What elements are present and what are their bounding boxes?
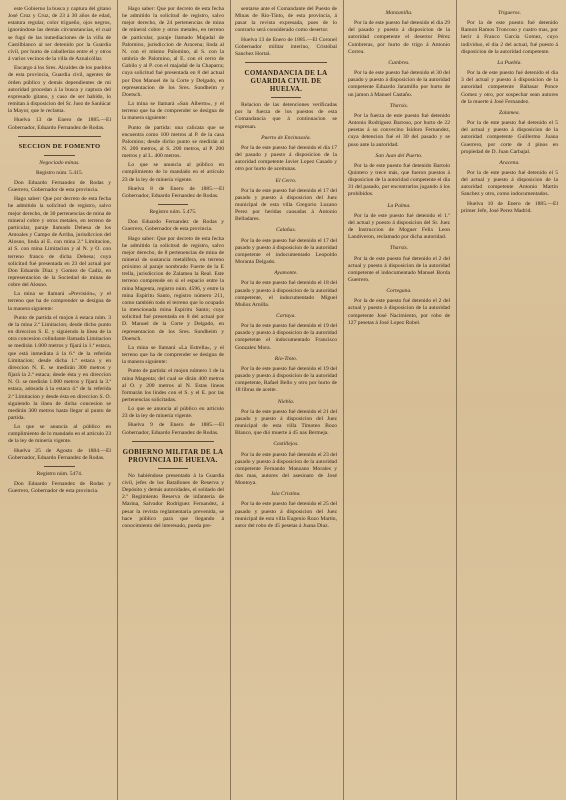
registry-number: Registro núm. 5.415. [35,169,84,176]
paragraph: Encargo á los Sres. Alcaldes de los pueblos de esta provincia, Guardia civil, agentes de órden público y demás dependientes de mi autoridad procedan á la busca y captura del expresado gitano, y caso de ser habido, lo remitan á disposicion del Sr. Juez de Sanlúcar la Mayor, que le reclama. [8,65,111,115]
place-heading: Cartaya. [276,313,296,319]
paragraph: Hago saber: Que por decreto de esta fecha he admitido la solicitud de registro, salvo mejor derecho, de 30 pertenencias de mina de mineral cobre y otros metales, en terreno de particular, paraje llamado Dehesa de los Amoales y Campo de Arriba, jurisdiccion del Alosno, linda al E. con mina 2.ª Limitacion, al S. con mina Limitacion y al N. y O. con terreno franco de dicha Dehesa; cuya solicitud fué presentada en 23 del actual por Don Eduardo Diaz y Gomez de Cadiz, en representacion de la Sociedad de minas de cobre del Alosno. [8,196,111,289]
registry-number: Registro núm. 5474. [36,470,83,477]
divider [158,204,188,205]
paragraph: Por la de este puesto fué detenido el 19 del pasado y puesto á disposicion de la autoridad competente, Rafael Bello y otro por hurto de 18 libras de aceite. [235,365,337,394]
signature: Huelva 13 de Enero de 1885.—El Coronel Gobernador militar interino, Cristóbal Sanchez Hortal. [235,36,337,57]
column-1 [4,0,115,800]
place-heading: La Puebla. [497,59,522,66]
divider [44,155,75,156]
divider [44,466,75,467]
paragraph: Por la de este puesto fué detenido Ramon Ramos Troncoso y cuatro mas, por herir á Franco García Gomez, cuyo individuo, el dia 2 del actual, fué puesto á disposicion de la autoridad competente. [461,20,558,55]
section-title-comandancia: COMANDANCIA DE LA GUARDIA CIVIL DE HUELVA. [244,69,328,94]
column-5 [456,0,562,800]
place-heading: Tharsis. [389,245,409,252]
paragraph: Por la de este puesto fué detenido el 5 del actual y puesto á disposicion de la autoridad competente Guillermo Juana Guerrero, por corte de 4 pinos en propiedad de D. Juan Carbajal. [461,120,558,155]
place-heading: Calañas. [275,227,297,234]
divider [18,136,101,137]
paragraph: La mina se llamará «La Estrella», y el terreno que ha de comprender se designa de la manera siguiente: [122,344,224,366]
paragraph: Lo que se anuncia al público en cumplimiento de lo mandado en el artículo 23 de la ley de minería vigente. [122,162,224,183]
signature: Huelva 10 de Enero de 1885.—El primer Jefe, José Perez Madrid. [461,200,558,214]
place-heading: Zalamea. [499,109,520,116]
place-heading: Cortegana. [386,288,412,295]
paragraph: Relacion de las detenciones verificadas por la fuerza de los puestos de esta Comandancia que á continuacion se expresan. [235,102,337,130]
place-heading: Manzanilla. [385,10,413,16]
divider [271,97,301,98]
paragraph: Por la de este puesto fué detenido el dia 29 del pasado y puesto á disposicion de la autoridad competente el desertor Pérez Cumbreras, por hurto de trigo á Antonio Correa. [348,20,450,55]
column-2 [117,0,228,800]
divider [245,62,327,63]
section-title-gobierno-militar: GOBIERNO MILITAR DE LA PROVINCIA DE HUELVA. [122,447,224,464]
paragraph: Por la de este puesto fué detenido el 2 del actual y puesto á disposicion de la autoridad competente José Nacimiento, por robo de 127 pesetas á José Lopez Robel. [348,298,450,326]
place-heading: Trigueros. [498,10,521,16]
paragraph: Por la de este puesto fué detenido el 1.º del actual y puesto á disposicion del Sr. Juez de Instruccion de Moguer Felix Leon Landiveron, reclamado por dicha autoridad. [348,212,450,241]
paragraph: Por la de este puesto fué detenido el 23 del pasado y puesto á disposicion de la autoridad competente Fernando Manzano Morales y dos mas, autores del asesinato de José Montoya. [235,451,337,487]
paragraph: Don Eduardo Fernandez de Rodas y Guerrero, Gobernador de esta provincia. [122,219,224,233]
paragraph: Lo que se anuncia al público en cumplimiento de lo mandado en el artículo 23 de la ley de minería vigente. [8,424,111,445]
paragraph: Por la de este puesto fué detenido el 5 del actual y puesto á disposicion de la autoridad competente Antonio Martin Sanchez y otro, como indocumentados. [461,169,558,198]
paragraph: Por la de este puesto fué detenido el dia 3 del actual y puesto á disposicion de la autoridad competente Baltasar Ponce Gomez y otro, por sospechar sean autores de la muerte á José Fernandez. [461,70,558,105]
paragraph: Punto de partida: el mojon número 1 de la mina Magenta; del cual se dirán 400 metros al O. y 200 metros al N. Estas líneas formarán los lindes con el S. y el E. por las pertenencias solicitadas. [122,368,224,403]
paragraph: Hago saber: Que por decreto de esta fecha he admitido la solicitud de registro, salvo mejor derecho, de 8 pertenencias de mina de mineral de sustancia metalífera, en terreno próximo al paraje nombrado Fuerte de la E trella, jurisdiccion de Zalamea la Real. Este terreno comprende en si el espacio entre la mina Magenta, registro núm. 4596, y entre la mina Espíritu Santo, registro número 211, como también todo el terreno que lo ocupado la mencionada mina Espíritu Santo; cuya solicitud fué presentada en 8 del actual por D. Manuel de la Corte y Delgado, en representacion de los Sres. Sundheim y Doetsch. [122,235,224,342]
place-heading: Puerto de Encinasola. [261,134,311,141]
paragraph: La mina se llamará «San Alberto», y el terreno que ha de comprender se designa de la manera siguiente: [122,101,224,122]
paragraph: Por la de este puesto fué detenido el 18 del pasado y puesto á disposicion de la autoridad competente, el indocumentado Miguel Muñoz Arnilla. [235,280,337,308]
signature: Huelva 9 de Enero de 1885.—El Gobernador, Eduardo Fernandez de Rodas. [122,422,224,436]
place-heading: Aracena. [499,159,520,166]
paragraph: Por la de este puesto fué detenido el 17 del pasado y puesto á disposicion del Juez municipal de esta villa Gregorio Lozano Perez por heridas causadas á Antonio Belladares. [235,187,337,223]
place-heading: El Cerro. [275,177,297,184]
place-heading: Niebla. [277,398,295,405]
place-heading: Isla Cristina. [271,491,301,498]
paragraph: Por la de este puesto fué detenido el día 17 del pasado y puesto á disposicion de la autoridad competente Javier Lopez Casado y otro por hurto de aceitunas. [235,144,337,173]
paragraph: Punto de partida el mojon á estaca núm. 3 de la mina 2.ª Limitacion; desde dicho punto en direccion S. E. y siguiendo la línea de la otra concesion colindante llamada Limitacion se medirán 1.000 metros y fijará la 1.ª estaca, que está inmediata á la 6.ª de la referida Limitacion; desde dicha 1.ª estaca y en direccion N. E. se medirán 300 metros y fijará la 2.ª estaca; desde ésta y en direccion N. O. se medirán 1.000 metros y fijará la 3.ª estaca, adosada á la estaca 4.ª de la referida 2.ª Limitacion y desde ésta en direccion S. O. siguiendo la línea de dicha concesion se medirán 300 metros hasta llegar al punto de partida. [8,314,111,421]
paragraph: Don Eduardo Fernandez de Rodas y Guerrero, Gobernador de esta provincia. [8,179,111,194]
paragraph: Hago saber: Que por decreto de esta fecha he admitido la solicitud de registro, salvo mejor derecho, de 24 pertenencias de mina de mineral cobre y otros metales, en terreno de particular, paraje llamado Majadal de Palomino, jurisdiccion de Aracena; linda al N. con el mismo Palomino, al S. con la umbría de Palomino, al E. con el cerro de Gabilo y al P. con el majadal de la Chaparra; cuya solicitud fué presentada en 8 del actual por Don Manuel de la Corte y Delgado, en representacion de los Sres. Sundheim y Doetsch. [122,6,224,98]
place-heading: La Palma. [387,202,411,209]
place-heading: Castillejos. [273,441,299,448]
paragraph: Por la de este puesto fué detenido el 21 del pasado y puesto á disposicion del Juez municipal de esta villa Timoteo Bozo Blanco, que dió muerte á 45 nas Bermeja. [235,408,337,437]
place-heading: Tharsis. [389,102,409,109]
place-heading: Ayamonte. [274,270,298,277]
signature: Huelva 13 de Enero de 1885.—El Gobernador, Eduardo Fernandez de Rodas. [8,117,111,131]
paragraph: Por la de este puesto fué detenido el 30 del pasado y puesto á disposicion de la autoridad competente Eduardo Jaramillo por hurto de un jamon á Manuel Castaño. [348,70,450,98]
paragraph: Por la de este puesto fué detenido el 17 del pasado y puesto á disposicion de la autoridad competente el indocumentado Leopoldo Moranta Delgado. [235,237,337,266]
divider [158,468,188,469]
divider [132,441,214,442]
paragraph: Por la fuerza de este puesto fué detenido Antonio Rodriguez Barroso, por hurto de 22 pesetas á su convecino Isidoro Fernandez, cuya detencion fué el 30 del pasado y se puso ante la autoridad. [348,112,450,148]
section-title-fomento: SECCION DE FOMENTO [18,142,101,150]
paragraph: Por la de este puesto fué detenido el 25 del pasado y puesto á disposicion del Juez municipal de esta villa Eugenio Rozo Martin, autor del robo de 45 pesetas á Juana Diaz. [235,501,337,529]
paragraph: sentarse ante el Comandante del Puesto de Minas de Rio-Tinto, de esta provincia, á pasar la revista expresada, pues de lo contrario será considerado como desertor. [235,6,337,34]
paragraph: Punto de partida: una calicata que se encuentra como 100 metros al P. de la casa Palomino; desde dicho punto se medirán al N. 200 metros, al S. 200 metros, al P. 200 metros y al L. 400 metros. [122,124,224,160]
paragraph: Por la de este puesto fué detenido el 19 del pasado y puesto á disposicion de la autoridad competente el indocumentado Francisco Gonzalez Mora. [235,323,337,351]
subsection-title: Negociado minas. [39,159,80,166]
place-heading: Cumbres. [388,59,410,66]
paragraph: Por la de este puesto fué detenido Bartolo Quintero y trece más, que fueron puestos á disposicion de la autoridad competente el día 31 del pasado, por encontrarlos jugando á los prohibidos. [348,162,450,198]
paragraph: este Gobierno la busca y captura del gitano José Cruz y Cruz, de 23 á 30 años de edad, estatura regular, color trigueño, ojos negros, ignorándose las demás circunstancias, el cual se fugó de las inmediaciones de la villa de Castilblanco al ser detenido por la Guardia civil, por hurto de caballerías entre el y otros á varios vecinos de la villa de Aznalcóllar. [8,6,111,63]
paragraph: La mina se llamará «Previsión», y el terreno que ha de comprender se designa de la manera siguiente: [8,291,111,312]
column-3 [230,0,341,800]
registry-number: Registro núm. 5.475. [149,209,197,216]
paragraph: Lo que se anuncia al público en artículo 23 de la ley de minería vigente. [122,406,224,420]
place-heading: San Juan del Puerto. [375,152,423,159]
column-4 [343,0,454,800]
paragraph: No habiéndose presentado á la Guardia civil, jefes de los Batallones de Reserva y Depósito y demás autoridades, el soldado del 2.º Regimiento Reserva de infantería de Marina, Salvador Rodriguez Fernandez, á pesar la revista reglamentaria prevenida, se hace público para que llegando á conocimiento del interesado, pueda pre- [122,472,224,529]
paragraph: Don Eduardo Fernandez de Rodas y Guerrero, Gobernador de esta provincia. [8,481,111,495]
place-heading: Rio-Tinto. [274,355,298,362]
signature: Huelva 8 de Enero de 1885.—El Gobernador, Eduardo Fernandez de Rodas. [122,185,224,199]
signature: Huelva 25 de Agosto de 1884.—El Gobernador, Eduardo Fernandez de Rodas. [8,447,111,461]
paragraph: Por la de este puesto fué detenido el 2 del actual y puesto á disposicion de la autoridad competente el indocumentado Manuel Borda Guerrero. [348,255,450,283]
